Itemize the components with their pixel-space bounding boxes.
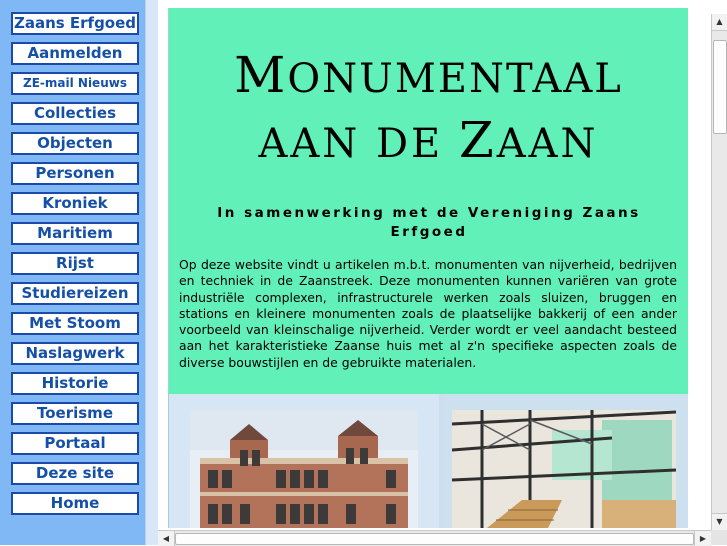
title-initial-z: Z — [458, 111, 497, 169]
nav-maritiem-button[interactable]: Maritiem — [11, 222, 139, 245]
nav-toerisme-button[interactable]: Toerisme — [11, 402, 139, 425]
nav-objecten-button[interactable]: Objecten — [11, 132, 139, 155]
title-rest-2: AAN — [496, 121, 599, 167]
scroll-down-arrow-icon[interactable]: ▼ — [712, 513, 727, 530]
nav-ze-mail-nieuws-button[interactable]: ZE-mail Nieuws — [11, 72, 139, 95]
nav-naslagwerk-button[interactable]: Naslagwerk — [11, 342, 139, 365]
nav-collecties-button[interactable]: Collecties — [11, 102, 139, 125]
page-title-line-2 — [169, 111, 688, 169]
brick-building-photo[interactable] — [190, 410, 418, 528]
content-frame — [158, 0, 727, 545]
main-content — [168, 8, 688, 528]
nav-historie-button[interactable]: Historie — [11, 372, 139, 395]
intro-paragraph: Op deze website vindt u artikelen m.b.t. monumenten van nijverheid, bedrijven en techniek in de Zaanstreek. Deze monumenten kunnen variëren van grote industriële complexen, infrastructurele werken zoals sluizen, bruggen en stations en kleinere monumenten zoals de plaatselijke bakkerij of een ander voorbeeld van kleinschalige nijverheid. Verder wordt er veel aandacht besteed aan het karakteristieke Zaanse huis met al z'n specifieke aspecten zoals de diverse bouwstijlen en de gebruikte materialen. — [179, 257, 677, 370]
nav-deze-site-button[interactable]: Deze site — [11, 462, 139, 485]
frame-divider[interactable] — [145, 0, 158, 545]
interior-steel-structure-photo[interactable] — [452, 410, 676, 528]
horizontal-scrollbar[interactable] — [158, 530, 711, 546]
vertical-scrollbar[interactable] — [711, 14, 727, 530]
photo-interior-cell — [442, 394, 688, 528]
photo-row — [169, 394, 688, 528]
nav-home-button[interactable]: Home — [11, 492, 139, 515]
page-title-line-1 — [169, 46, 688, 104]
nav-met-stoom-button[interactable]: Met Stoom — [11, 312, 139, 335]
subtitle: In samenwerking met de Vereniging Zaans Erfgoed — [217, 205, 641, 240]
scroll-up-arrow-icon[interactable]: ▲ — [712, 14, 727, 31]
nav-aanmelden-button[interactable]: Aanmelden — [11, 42, 139, 65]
photo-building-cell — [169, 394, 439, 528]
scroll-left-arrow-icon[interactable]: ◀ — [158, 531, 175, 546]
left-navigation — [0, 0, 145, 545]
title-rest-1: ONUMENTAAL — [287, 56, 623, 102]
nav-rijst-button[interactable]: Rijst — [11, 252, 139, 275]
scrollbar-corner — [711, 530, 727, 545]
nav-kroniek-button[interactable]: Kroniek — [11, 192, 139, 215]
nav-studiereizen-button[interactable]: Studiereizen — [11, 282, 139, 305]
nav-zaans-erfgoed-button[interactable]: Zaans Erfgoed — [11, 12, 139, 35]
nav-portaal-button[interactable]: Portaal — [11, 432, 139, 455]
scroll-right-arrow-icon[interactable]: ▶ — [694, 531, 711, 546]
nav-personen-button[interactable]: Personen — [11, 162, 139, 185]
horizontal-scroll-thumb[interactable] — [175, 533, 694, 545]
title-initial-m: M — [234, 46, 288, 104]
title-pre-2: AAN DE — [258, 121, 459, 167]
vertical-scroll-thumb[interactable] — [713, 40, 727, 134]
